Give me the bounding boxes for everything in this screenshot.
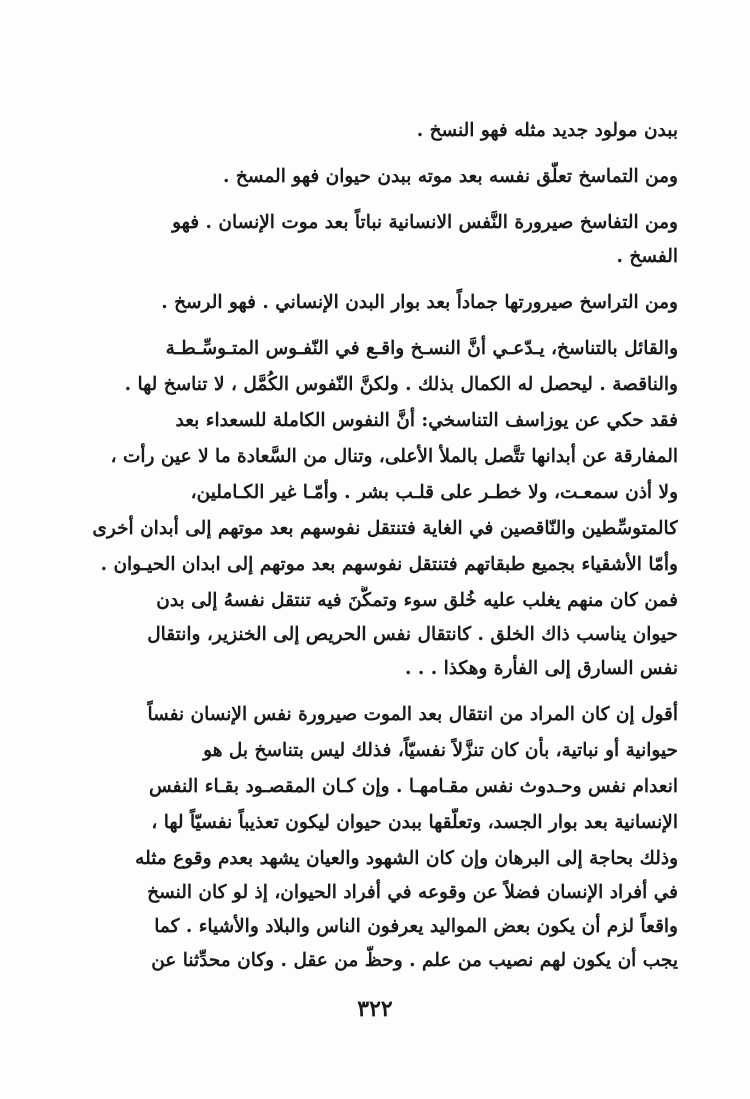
text-line: وأمّا الأشقياء بجميع طبقاتهم فتنتقل نفوسهم بعد موتهم إلى ابدان الحيـوان . — [100, 554, 678, 575]
text-line: واقعاً لزم أن يكون بعض المواليد يعرفون الناس والبلاد والأشياء . كما — [154, 916, 678, 937]
text-line: فقد حكي عن يوزاسف التناسخي: أنَّ النفوس الكاملة للسعداء بعد — [175, 410, 678, 431]
text-line: ومن التفاسخ صيرورة النَّفس الانسانية نباتاً بعد موت الإنسان . فهو — [172, 212, 678, 233]
text-line: وذلك بحاجة إلى البرهان وإن كان الشهود والعيان يشهد بعدم وقوع مثله — [135, 848, 678, 869]
text-line: ولا أذن سمعـت، ولا خطـر على قلـب بشر . وأمّـا غير الكـاملين، — [190, 482, 678, 503]
text-line: كالمتوسِّطين والنّاقصين في الغاية فتنتقل نفوسهم بعد موتهم إلى أبدان أخرى — [92, 518, 678, 539]
text-line: ومن التراسخ صيرورتها جماداً بعد بوار البدن الإنساني . فهو الرسخ . — [161, 292, 678, 313]
text-line: الفسخ . — [616, 246, 678, 267]
text-line: الإنسانية بعد بوار الجسد، وتعلَّقها ببدن حيوان ليكون تعذيباً نفسيّاً لها ، — [151, 812, 678, 833]
text-line: يجب أن يكون لهم نصيب من علم . وحظٌّ من عقل . وكان محدِّثنا عن — [151, 950, 678, 971]
text-line: انعدام نفس وحـدوث نفس مقـامهـا . وإن كـان المقصـود بقـاء النفس — [149, 776, 678, 797]
page-number: ٣٢٢ — [357, 996, 393, 1022]
text-line: ومن التماسخ تعلّق نفسه بعد موته ببدن حيوان فهو المسخ . — [223, 166, 678, 187]
text-line: أقول إن كان المراد من انتقال بعد الموت صيرورة نفس الإنسان نفساً — [147, 704, 678, 725]
text-line: في أفراد الإنسان فضلاً عن وقوعه في أفراد الحيوان، إذ لو كان النسخ — [147, 882, 678, 903]
text-line: نفس السارق إلى الفأرة وهكذا . . . — [404, 658, 678, 679]
text-line: فمن كان منهم يغلب عليه خُلق سوء وتمكَّنَ فيه تنتقل نفسهُ إلى بدن — [156, 590, 678, 611]
text-line: حيوان يناسب ذاك الخلق . كانتقال نفس الحريص إلى الخنزير، وانتقال — [147, 624, 678, 645]
text-line: حيوانية أو نباتية، بأن كان تنزَّلاً نفسيّاً، فذلك ليس بتناسخ بل هو — [203, 740, 678, 761]
text-line: ببدن مولود جديد مثله فهو النسخ . — [416, 120, 678, 141]
text-line: والناقصة . ليحصل له الكمال بذلك . ولكنَّ النّفوس الكُمَّل ، لا تناسخ لها . — [124, 374, 678, 395]
text-line: المفارقة عن أبدانها تتَّصل بالملأ الأعلى، وتنال من السَّعادة ما لا عين رأت ، — [110, 446, 678, 467]
text-line: والقائل بالتناسخ، يـدّعـي أنَّ النسـخ واقـع في النّفـوس المتـوسِّـطـة — [165, 338, 678, 359]
